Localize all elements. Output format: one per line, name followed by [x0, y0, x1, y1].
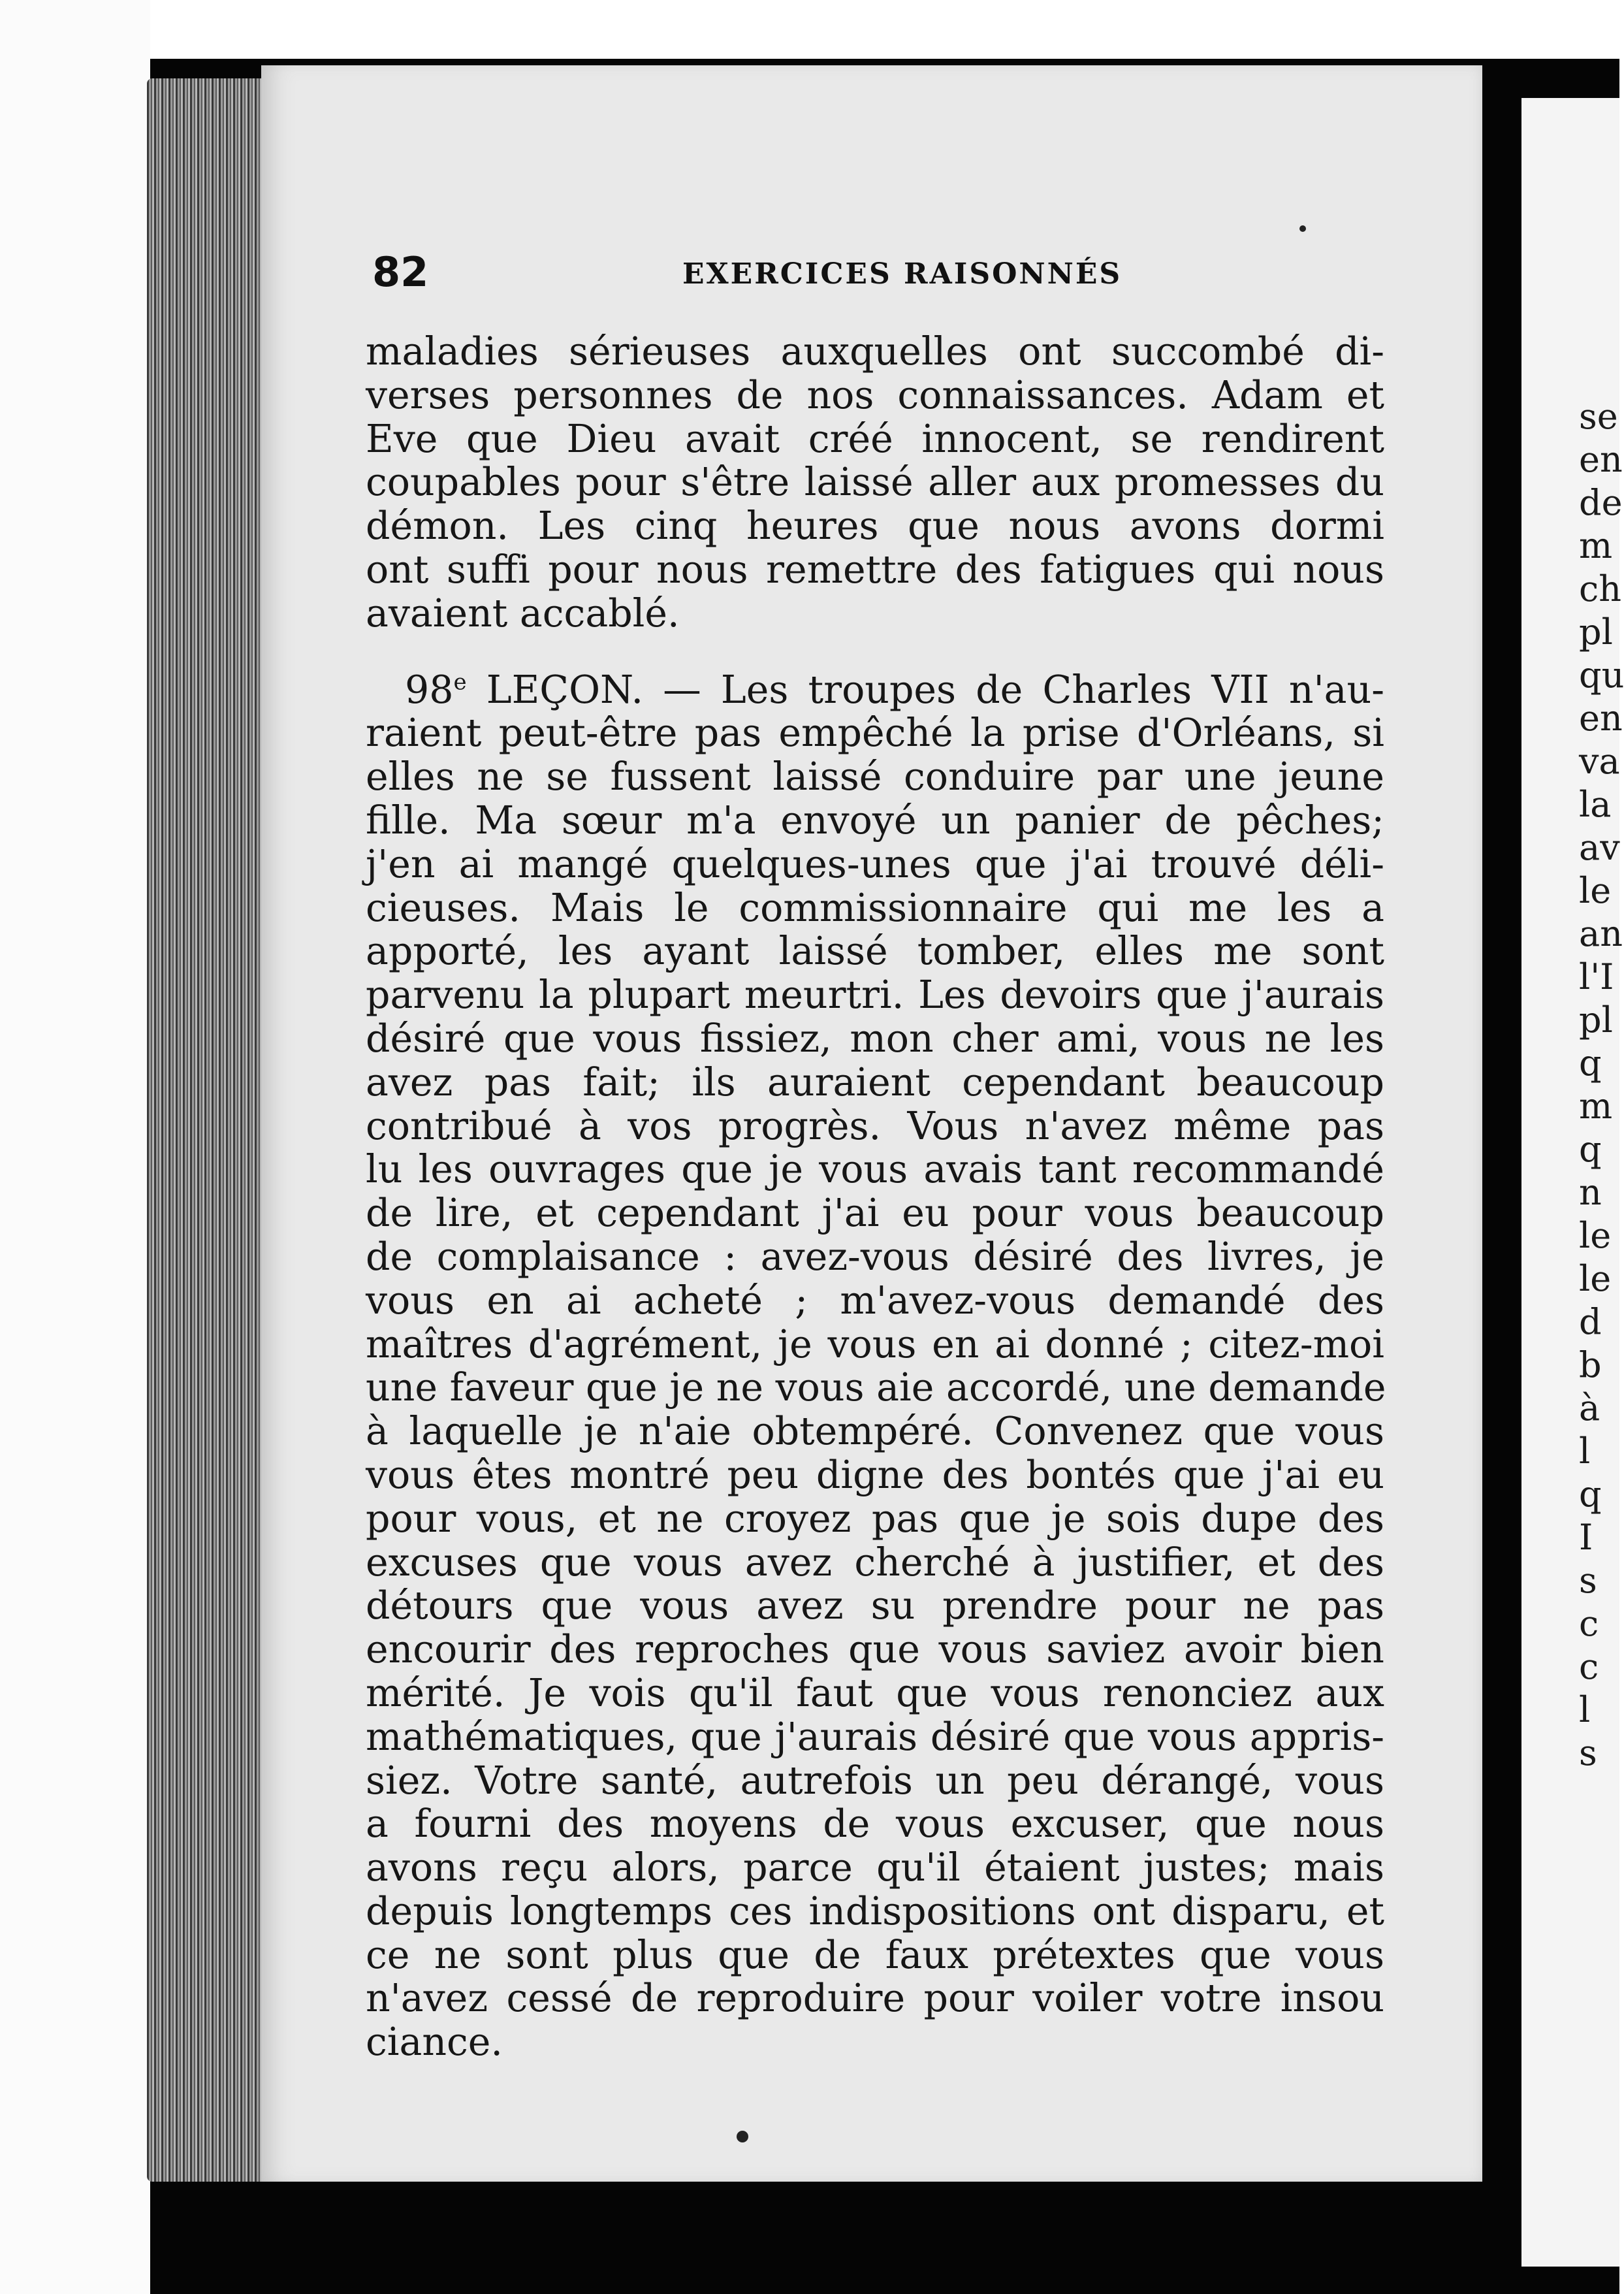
text-line: lu les ouvrages que je vous avais tant recommandé [366, 1147, 1384, 1192]
footer-ornament [737, 2131, 748, 2142]
text-line: ciance. [366, 2020, 503, 2065]
text-line: depuis longtemps ces indispositions ont disparu, et [366, 1888, 1384, 1933]
facing-text-fragment: q [1579, 1042, 1602, 1084]
lesson-label [405, 668, 643, 712]
text-line: de complaisance : avez-vous désiré des livres, je [366, 1234, 1384, 1279]
facing-text-fragment: m [1579, 525, 1613, 566]
facing-text-fragment: s [1579, 1732, 1597, 1773]
text-line: détours que vous avez su prendre pour ne pas [366, 1583, 1384, 1628]
facing-page-text [1579, 395, 1624, 1775]
text-line: raient peut-être pas empêché la prise d'Orléans, si [366, 711, 1384, 756]
text-line: avez pas fait; ils auraient cependant beaucoup [366, 1059, 1384, 1105]
text-line: pour vous, et ne croyez pas que je sois dupe des [366, 1496, 1384, 1541]
paragraph [366, 668, 1384, 2065]
text-line: contribué à vos progrès. Vous n'avez même pas [366, 1103, 1384, 1148]
text-line: maladies sérieuses auxquelles ont succombé di- [366, 329, 1384, 374]
text-line: avaient accablé. [366, 590, 680, 636]
facing-text-fragment: la [1579, 784, 1612, 825]
text-line: de lire, et cependant j'ai eu pour vous beaucoup [366, 1191, 1384, 1236]
text-line: elles ne se fussent laissé conduire par une jeune [366, 754, 1384, 800]
facing-text-fragment: I [1579, 1517, 1593, 1558]
text-line: mérité. Je vois qu'il faut que vous renonciez aux [366, 1670, 1384, 1715]
running-head: EXERCICES RAISONNÉS [682, 257, 1122, 291]
facing-text-fragment: le [1579, 870, 1612, 911]
text-line: siez. Votre santé, autrefois un peu dérangé, vous [366, 1758, 1384, 1803]
facing-text-fragment: q [1579, 1474, 1602, 1515]
facing-text-fragment: le [1579, 1215, 1612, 1256]
text-line-content: — Les troupes de Charles VII n'au- [643, 667, 1384, 712]
text-line: une faveur que je ne vous aie accordé, une demande [366, 1365, 1386, 1410]
text-line: désiré que vous fissiez, mon cher ami, vous ne les [366, 1016, 1384, 1061]
text-line: fille. Ma sœur m'a envoyé un panier de pêches; [366, 798, 1384, 843]
facing-text-fragment: an [1579, 913, 1623, 954]
paragraph [366, 330, 1384, 636]
scan-left-margin [0, 0, 150, 2294]
lesson-ordinal-suffix: e [453, 669, 467, 696]
page-header [372, 248, 1378, 300]
text-line: n'avez cessé de reproduire pour voiler votre insou [366, 1976, 1384, 2021]
text-line: avons reçu alors, parce qu'il étaient justes; mais [366, 1845, 1384, 1890]
text-line: apporté, les ayant laissé tomber, elles me sont [366, 929, 1384, 974]
text-line: cieuses. Mais le commissionnaire qui me les a [366, 885, 1384, 930]
facing-text-fragment: se [1579, 396, 1618, 437]
lesson-number: 98 [405, 667, 454, 712]
lesson-word: LEÇON. [466, 667, 644, 712]
facing-text-fragment: b [1579, 1344, 1602, 1385]
page-number: 82 [372, 248, 429, 296]
facing-text-fragment: de [1579, 482, 1623, 523]
facing-text-fragment: pl [1579, 999, 1613, 1041]
facing-text-fragment: av [1579, 827, 1620, 868]
facing-text-fragment: en [1579, 439, 1623, 480]
facing-text-fragment: à [1579, 1387, 1600, 1429]
facing-text-fragment: s [1579, 1560, 1597, 1601]
text-line: vous êtes montré peu digne des bontés que j'ai eu [366, 1452, 1384, 1497]
facing-text-fragment: en [1579, 698, 1623, 739]
facing-text-fragment: le [1579, 1258, 1612, 1299]
text-line: Eve que Dieu avait créé innocent, se rendirent [366, 416, 1384, 461]
text-line: parvenu la plupart meurtri. Les devoirs que j'aurais [366, 973, 1384, 1018]
text-line: encourir des reproches que vous saviez avoir bien [366, 1627, 1384, 1672]
text-line: ont suffi pour nous remettre des fatigues qui nous [366, 547, 1384, 592]
facing-text-fragment: va [1579, 741, 1620, 782]
facing-text-fragment: l [1579, 1430, 1591, 1472]
text-line: excuses que vous avez cherché à justifier, et des [366, 1540, 1384, 1585]
print-speck [1299, 225, 1306, 232]
facing-text-fragment: c [1579, 1603, 1599, 1644]
facing-text-fragment: ch [1579, 568, 1622, 609]
text-line: maîtres d'agrément, je vous en ai donné ; citez-moi [366, 1321, 1384, 1366]
facing-text-fragment: pl [1579, 611, 1613, 653]
text-line: à laquelle je n'aie obtempéré. Convenez que vous [366, 1409, 1384, 1454]
facing-text-fragment: d [1579, 1301, 1602, 1342]
text-line: ce ne sont plus que de faux prétextes que vous [366, 1932, 1384, 1977]
book-page-edges [147, 78, 278, 2182]
text-line: vous en ai acheté ; m'avez-vous demandé des [366, 1278, 1384, 1323]
text-line [366, 668, 1384, 712]
facing-text-fragment: m [1579, 1086, 1613, 1127]
text-line: a fourni des moyens de vous excuser, que nous [366, 1801, 1384, 1847]
facing-text-fragment: qu [1579, 654, 1624, 696]
body-text [366, 330, 1384, 2064]
facing-text-fragment: n [1579, 1172, 1602, 1213]
facing-text-fragment: q [1579, 1129, 1602, 1170]
text-line: verses personnes de nos connaissances. Adam et [366, 372, 1384, 417]
facing-text-fragment: l [1579, 1689, 1591, 1730]
facing-text-fragment: l'I [1579, 956, 1614, 997]
text-line: coupables pour s'être laissé aller aux promesses du [366, 460, 1384, 505]
text-line: mathématiques, que j'aurais désiré que vous appris- [366, 1714, 1384, 1759]
text-line: j'en ai mangé quelques-unes que j'ai trouvé déli- [366, 841, 1384, 886]
text-line: démon. Les cinq heures que nous avons dormi [366, 504, 1384, 549]
facing-text-fragment: c [1579, 1646, 1599, 1687]
